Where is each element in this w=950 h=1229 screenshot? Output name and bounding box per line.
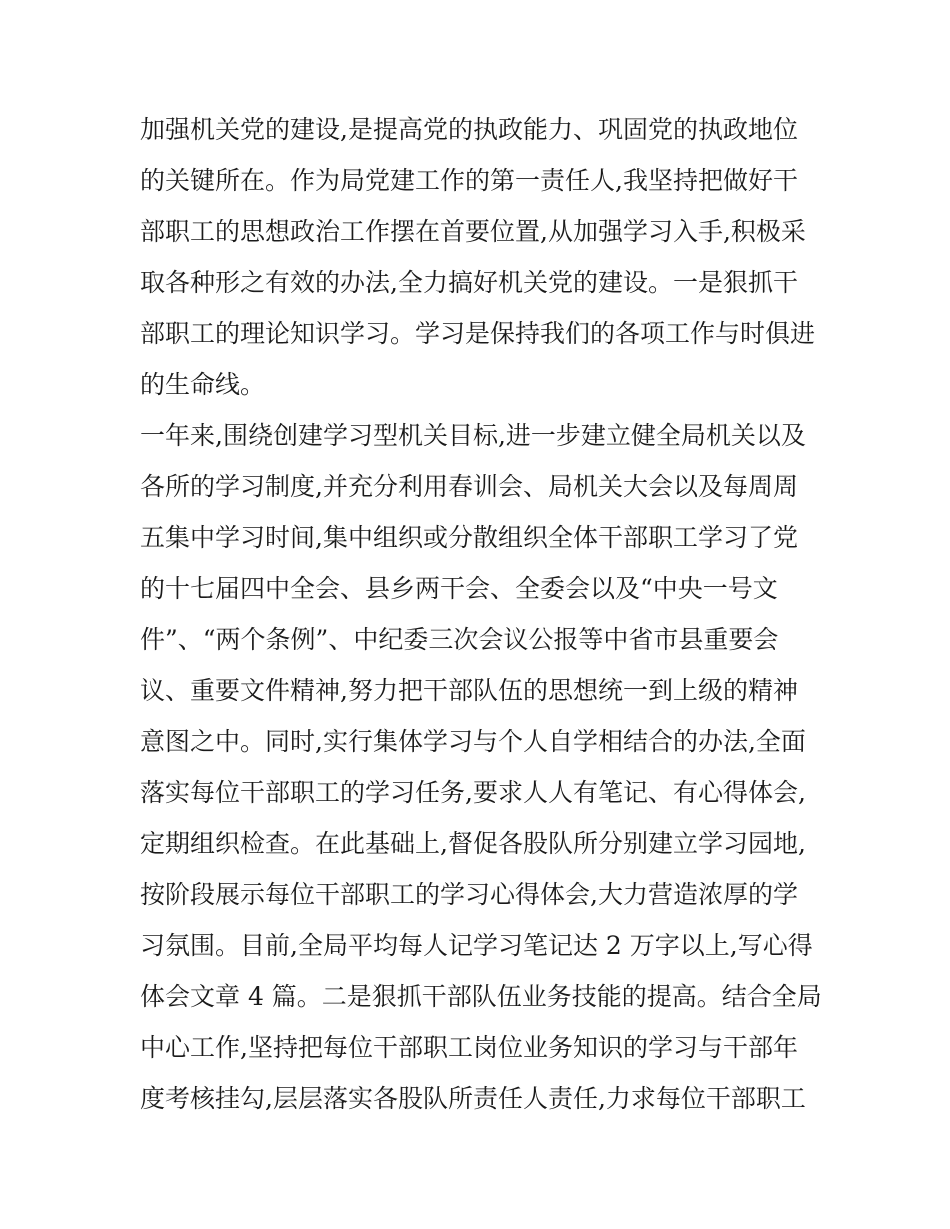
text-line: 意图之中。同时,实行集体学习与个人自学相结合的办法,全面 bbox=[140, 727, 806, 756]
text-line: 五集中学习时间,集中组织或分散组织全体干部职工学习了党 bbox=[140, 523, 798, 552]
text-line: 的十七届四中全会、县乡两干会、全委会以及“中央一号文 bbox=[140, 574, 778, 603]
body-text bbox=[140, 104, 830, 1124]
text-line: 加强机关党的建设,是提高党的执政能力、巩固党的执政地位 bbox=[140, 115, 798, 144]
text-line: 议、重要文件精神,努力把干部队伍的思想统一到上级的精神 bbox=[140, 676, 798, 705]
text-line: 件”、“两个条例”、中纪委三次会议公报等中省市县重要会 bbox=[140, 625, 779, 654]
text-line: 中心工作,坚持把每位干部职工岗位业务知识的学习与干部年 bbox=[140, 1033, 798, 1062]
text-line: 定期组织检查。在此基础上,督促各股队所分别建立学习园地, bbox=[140, 829, 806, 858]
text-line: 落实每位干部职工的学习任务,要求人人有笔记、有心得体会, bbox=[140, 778, 806, 807]
text-line: 的关键所在。作为局党建工作的第一责任人,我坚持把做好干 bbox=[140, 166, 798, 195]
text-line: 体会文章 4 篇。二是狠抓干部队伍业务技能的提高。结合全局 bbox=[140, 982, 822, 1011]
text-line: 习氛围。目前,全局平均每人记学习笔记达 2 万字以上,写心得 bbox=[140, 931, 813, 960]
text-line: 度考核挂勾,层层落实各股队所责任人责任,力求每位干部职工 bbox=[140, 1084, 806, 1113]
text-line: 按阶段展示每位干部职工的学习心得体会,大力营造浓厚的学 bbox=[140, 880, 798, 909]
text-line: 取各种形之有效的办法,全力搞好机关党的建设。一是狠抓干 bbox=[140, 268, 798, 297]
text-line: 各所的学习制度,并充分利用春训会、局机关大会以及每周周 bbox=[140, 472, 798, 501]
text-line: 部职工的思想政治工作摆在首要位置,从加强学习入手,积极采 bbox=[140, 217, 806, 246]
text-line: 一年来,围绕创建学习型机关目标,进一步建立健全局机关以及 bbox=[140, 421, 806, 450]
text-line: 部职工的理论知识学习。学习是保持我们的各项工作与时俱进 bbox=[140, 319, 816, 348]
text-line: 的生命线。 bbox=[140, 370, 266, 399]
